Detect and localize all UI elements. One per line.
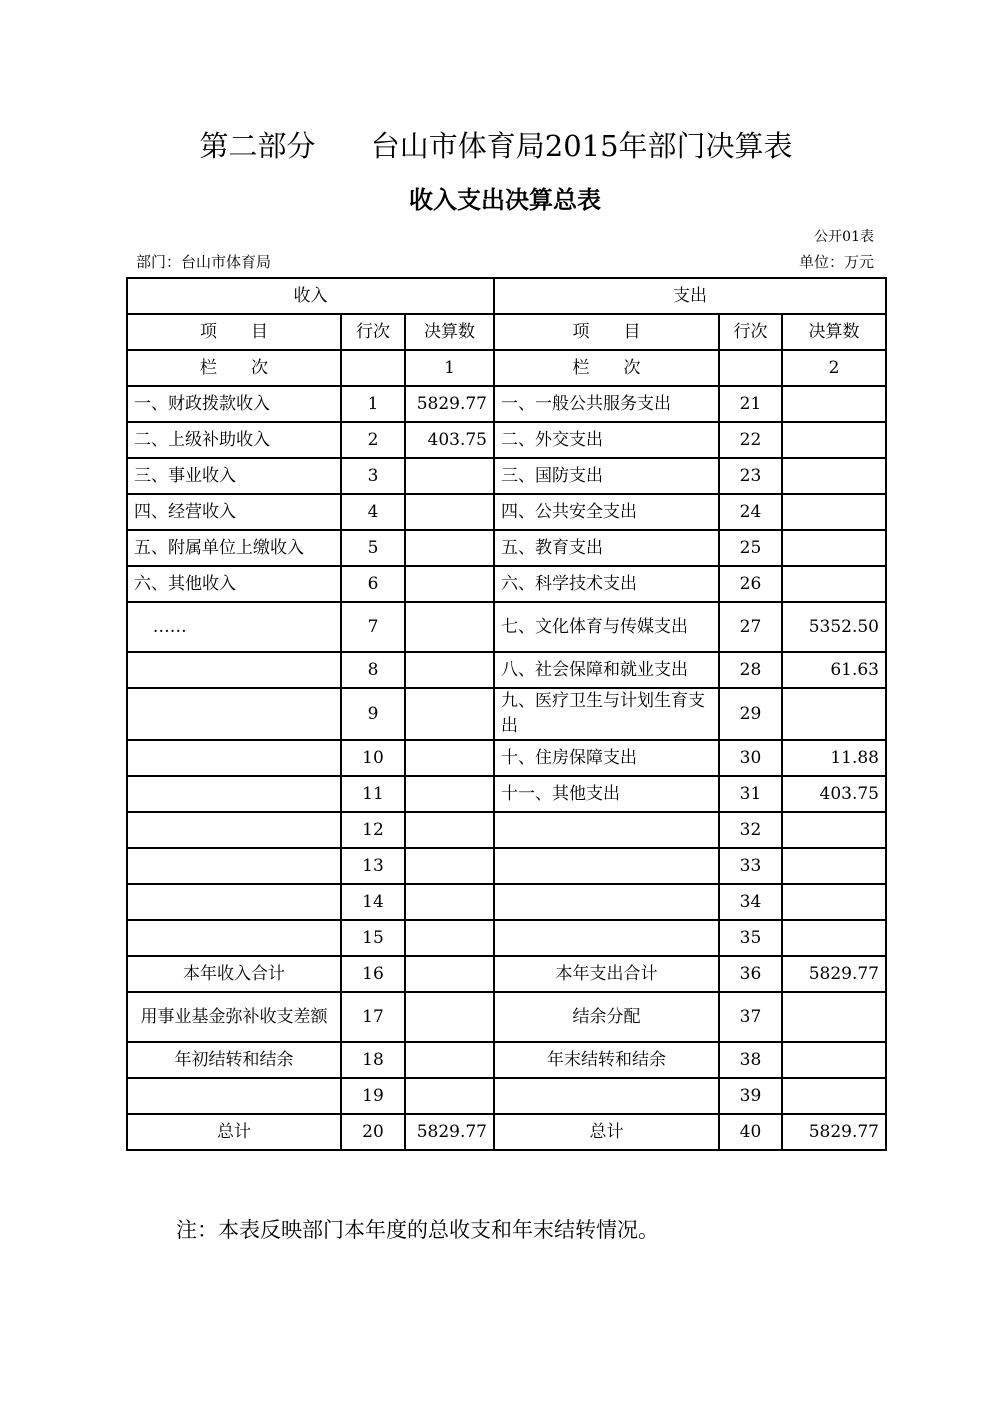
expense-amount-cell: 5352.50 — [782, 602, 886, 652]
income-item-cell: 四、经营收入 — [127, 494, 341, 530]
expense-item-cell: 年末结转和结余 — [494, 1042, 719, 1078]
income-item-cell: 六、其他收入 — [127, 566, 341, 602]
table-row — [127, 884, 886, 920]
income-amount-cell: 403.75 — [405, 422, 494, 458]
income-amount-cell — [405, 602, 494, 652]
table-row — [127, 1114, 886, 1150]
income-row-no-cell: 10 — [341, 740, 405, 776]
income-row-no-cell: 11 — [341, 776, 405, 812]
income-row-no-cell: 18 — [341, 1042, 405, 1078]
income-amount-cell — [405, 530, 494, 566]
table-row — [127, 530, 886, 566]
income-amount-cell — [405, 884, 494, 920]
income-item-cell: 一、财政拨款收入 — [127, 386, 341, 422]
income-amount-cell — [405, 494, 494, 530]
expense-item-cell: 一、一般公共服务支出 — [494, 386, 719, 422]
income-item-cell: 用事业基金弥补收支差额 — [127, 992, 341, 1042]
income-amount-cell: 5829.77 — [405, 1114, 494, 1150]
expense-column-number: 2 — [782, 350, 886, 386]
table-row — [127, 566, 886, 602]
expense-amount-cell — [782, 1078, 886, 1114]
income-row-no-cell: 14 — [341, 884, 405, 920]
expense-item-cell: 八、社会保障和就业支出 — [494, 652, 719, 688]
expense-amount-cell — [782, 494, 886, 530]
expense-row-no-cell: 29 — [719, 688, 782, 740]
expense-row-no-cell: 22 — [719, 422, 782, 458]
expense-lanci-row-no — [719, 350, 782, 386]
expense-item-cell: 九、医疗卫生与计划生育支出 — [494, 688, 719, 740]
table-row — [127, 956, 886, 992]
income-amount-cell — [405, 776, 494, 812]
column-number-row — [127, 350, 886, 386]
income-amount-cell — [405, 688, 494, 740]
income-amount-cell — [405, 1042, 494, 1078]
income-item-cell — [127, 884, 341, 920]
expense-item-cell: 本年支出合计 — [494, 956, 719, 992]
expense-row-no-cell: 39 — [719, 1078, 782, 1114]
income-amount-cell — [405, 740, 494, 776]
expense-row-no-cell: 38 — [719, 1042, 782, 1078]
table-row — [127, 992, 886, 1042]
income-item-cell: …… — [127, 602, 341, 652]
expense-amount-cell: 11.88 — [782, 740, 886, 776]
expense-amount-cell: 5829.77 — [782, 1114, 886, 1150]
expense-row-no-cell: 26 — [719, 566, 782, 602]
income-row-no-cell: 6 — [341, 566, 405, 602]
expense-amount-cell: 403.75 — [782, 776, 886, 812]
income-item-header: 项 目 — [127, 314, 341, 350]
expense-item-cell: 四、公共安全支出 — [494, 494, 719, 530]
expense-item-cell: 总计 — [494, 1114, 719, 1150]
income-row-no-cell: 3 — [341, 458, 405, 494]
expense-amount-cell — [782, 920, 886, 956]
income-amount-cell — [405, 1078, 494, 1114]
expense-item-cell — [494, 920, 719, 956]
income-item-cell — [127, 740, 341, 776]
expense-row-no-cell: 21 — [719, 386, 782, 422]
expense-row-no-cell: 28 — [719, 652, 782, 688]
expense-row-no-cell: 33 — [719, 848, 782, 884]
income-amount-cell — [405, 920, 494, 956]
table-row — [127, 740, 886, 776]
income-item-cell: 二、上级补助收入 — [127, 422, 341, 458]
income-row-no-cell: 20 — [341, 1114, 405, 1150]
expense-item-cell — [494, 812, 719, 848]
table-row — [127, 1042, 886, 1078]
income-amount-cell — [405, 566, 494, 602]
income-row-no-cell: 4 — [341, 494, 405, 530]
income-amount-header: 决算数 — [405, 314, 494, 350]
unit-label: 单位：万元 — [798, 253, 874, 271]
table-row — [127, 688, 886, 740]
income-row-no-cell: 13 — [341, 848, 405, 884]
expense-amount-cell — [782, 458, 886, 494]
income-item-cell — [127, 1078, 341, 1114]
expense-lanci-label: 栏 次 — [494, 350, 719, 386]
income-row-no-cell: 19 — [341, 1078, 405, 1114]
income-column-number: 1 — [405, 350, 494, 386]
income-amount-cell — [405, 992, 494, 1042]
table-row — [127, 1078, 886, 1114]
income-item-cell — [127, 776, 341, 812]
income-item-cell: 本年收入合计 — [127, 956, 341, 992]
income-row-no-cell: 8 — [341, 652, 405, 688]
expense-amount-cell — [782, 422, 886, 458]
table-row — [127, 848, 886, 884]
expense-amount-cell — [782, 848, 886, 884]
income-row-no-cell: 9 — [341, 688, 405, 740]
expense-amount-cell: 61.63 — [782, 652, 886, 688]
income-item-cell — [127, 920, 341, 956]
income-item-cell: 年初结转和结余 — [127, 1042, 341, 1078]
income-header: 收入 — [127, 278, 494, 314]
expense-item-cell: 二、外交支出 — [494, 422, 719, 458]
income-row-no-header: 行次 — [341, 314, 405, 350]
expense-amount-header: 决算数 — [782, 314, 886, 350]
table-row — [127, 386, 886, 422]
expense-row-no-cell: 30 — [719, 740, 782, 776]
expense-amount-cell — [782, 992, 886, 1042]
expense-row-no-cell: 36 — [719, 956, 782, 992]
expense-row-no-cell: 37 — [719, 992, 782, 1042]
table-title: 收入支出决算总表 — [409, 185, 601, 214]
column-header-row — [127, 314, 886, 350]
expense-item-cell: 六、科学技术支出 — [494, 566, 719, 602]
table-row — [127, 602, 886, 652]
income-row-no-cell: 15 — [341, 920, 405, 956]
expense-item-cell — [494, 884, 719, 920]
income-row-no-cell: 12 — [341, 812, 405, 848]
expense-amount-cell — [782, 1042, 886, 1078]
table-row — [127, 494, 886, 530]
expense-item-cell — [494, 848, 719, 884]
expense-item-header: 项 目 — [494, 314, 719, 350]
expense-row-no-cell: 32 — [719, 812, 782, 848]
income-item-cell: 五、附属单位上缴收入 — [127, 530, 341, 566]
expense-row-no-cell: 31 — [719, 776, 782, 812]
income-row-no-cell: 16 — [341, 956, 405, 992]
income-amount-cell: 5829.77 — [405, 386, 494, 422]
expense-row-no-cell: 35 — [719, 920, 782, 956]
expense-row-no-cell: 25 — [719, 530, 782, 566]
expense-row-no-cell: 40 — [719, 1114, 782, 1150]
income-row-no-cell: 17 — [341, 992, 405, 1042]
expense-amount-cell: 5829.77 — [782, 956, 886, 992]
expense-item-cell — [494, 1078, 719, 1114]
expense-header: 支出 — [494, 278, 886, 314]
income-item-cell — [127, 812, 341, 848]
income-lanci-label: 栏 次 — [127, 350, 341, 386]
form-number: 公开01表 — [814, 229, 874, 245]
table-row — [127, 652, 886, 688]
page-title: 第二部分 台山市体育局2015年部门决算表 — [199, 129, 793, 163]
section-header-row — [127, 278, 886, 314]
income-amount-cell — [405, 956, 494, 992]
table-row — [127, 812, 886, 848]
income-amount-cell — [405, 652, 494, 688]
expense-row-no-cell: 23 — [719, 458, 782, 494]
table-row — [127, 920, 886, 956]
income-item-cell — [127, 848, 341, 884]
expense-amount-cell — [782, 688, 886, 740]
table-row — [127, 458, 886, 494]
income-row-no-cell: 1 — [341, 386, 405, 422]
income-amount-cell — [405, 848, 494, 884]
expense-amount-cell — [782, 884, 886, 920]
income-item-cell — [127, 652, 341, 688]
income-row-no-cell: 2 — [341, 422, 405, 458]
expense-row-no-cell: 27 — [719, 602, 782, 652]
expense-item-cell: 五、教育支出 — [494, 530, 719, 566]
footnote: 注：本表反映部门本年度的总收支和年末结转情况。 — [176, 1218, 659, 1242]
budget-table — [126, 277, 887, 1151]
expense-amount-cell — [782, 530, 886, 566]
income-amount-cell — [405, 812, 494, 848]
table-row — [127, 422, 886, 458]
expense-item-cell: 结余分配 — [494, 992, 719, 1042]
expense-row-no-header: 行次 — [719, 314, 782, 350]
table-row — [127, 776, 886, 812]
expense-row-no-cell: 24 — [719, 494, 782, 530]
expense-item-cell: 三、国防支出 — [494, 458, 719, 494]
income-item-cell: 三、事业收入 — [127, 458, 341, 494]
income-row-no-cell: 7 — [341, 602, 405, 652]
expense-item-cell: 十、住房保障支出 — [494, 740, 719, 776]
income-amount-cell — [405, 458, 494, 494]
income-lanci-row-no — [341, 350, 405, 386]
income-item-cell: 总计 — [127, 1114, 341, 1150]
income-item-cell — [127, 688, 341, 740]
expense-row-no-cell: 34 — [719, 884, 782, 920]
expense-item-cell: 十一、其他支出 — [494, 776, 719, 812]
expense-item-cell: 七、文化体育与传媒支出 — [494, 602, 719, 652]
expense-amount-cell — [782, 812, 886, 848]
department-label: 部门：台山市体育局 — [136, 253, 272, 271]
income-row-no-cell: 5 — [341, 530, 405, 566]
expense-amount-cell — [782, 566, 886, 602]
expense-amount-cell — [782, 386, 886, 422]
